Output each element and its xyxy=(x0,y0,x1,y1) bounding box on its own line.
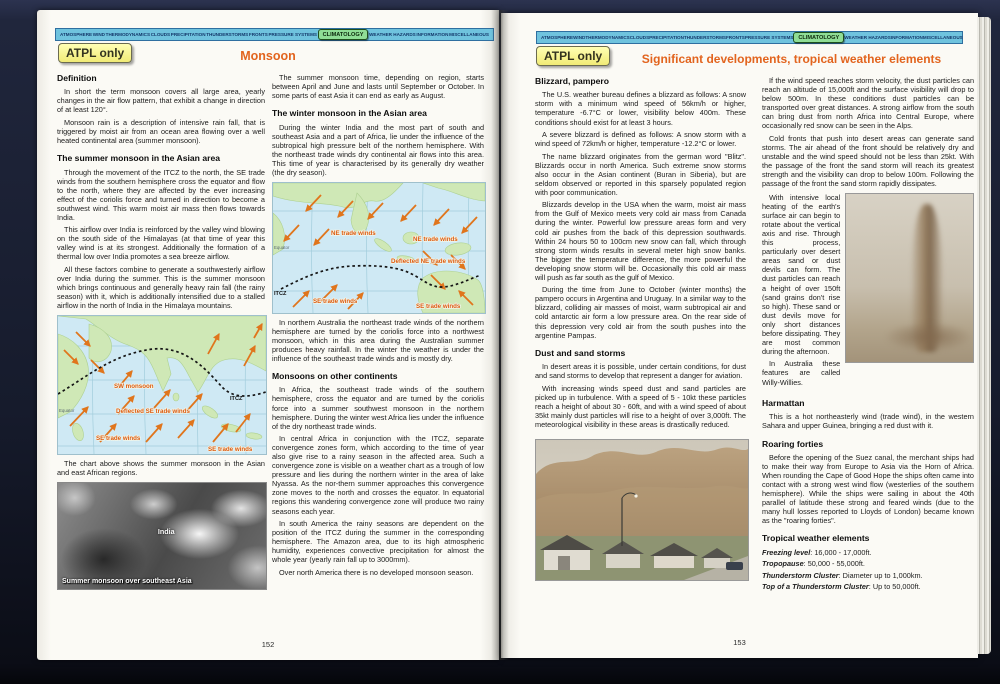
paragraph: This airflow over India is reinforced by the valley wind blowing on the south side of the Himalayas (at that time of year this valley wind is at its strongest. Additionally the formation of a thermal low over India promotes a sea breeze airflow. xyxy=(57,225,265,262)
tab-climatology: CLIMATOLOGY xyxy=(793,32,844,43)
map-landmasses xyxy=(58,316,266,442)
car xyxy=(726,562,743,570)
chapter-tab-bar xyxy=(55,28,494,41)
tab-climatology: CLIMATOLOGY xyxy=(318,29,369,40)
tab-weather-hazards: WEATHER HAZARDS xyxy=(369,32,416,37)
tab-precipitation: PRECIPITATION xyxy=(170,32,206,37)
map-label-equator: Equator xyxy=(59,408,75,414)
left-page-column-2 xyxy=(272,73,484,580)
map-label-se-left: SE trade winds xyxy=(313,297,358,305)
atpl-only-badge: ATPL only xyxy=(536,46,610,66)
dust-devil-photo xyxy=(845,193,974,363)
paragraph: Blizzards develop in the USA when the warm, moist air mass from the Gulf of Mexico meets very cold air mass from Canada during the winter. Powerful low pressure areas form and very cold air pushes from the back of this depression southwards. Within 24 hours 50 to 100cm new snow can fall, which through strong storm winds results in several meter high snow banks. The bigger the temperature difference, the more powerful the developing snow storm will be. Occasionally this cold air mass will push as far south as the gulf of Mexico. xyxy=(535,200,746,282)
tropical-item: Top of a Thunderstorm Cluster: Up to 50,000ft. xyxy=(762,582,921,592)
paragraph: Monsoon rain is a description of intensive rain fall, that is triggered by moist air from an ocean area flowing over a well heated continental area (summer monsoon). xyxy=(57,118,265,146)
paragraph: In desert areas it is possible, under certain conditions, for dust and sand storms to develop that represent a danger for aviation. xyxy=(535,361,746,381)
map-label-se-right: SE trade winds xyxy=(416,302,461,310)
paragraph: The chart above shows the summer monsoon in the Asian and east African regions. xyxy=(57,459,265,478)
tab-atmosphere: ATMOSPHERE xyxy=(541,35,574,40)
tropical-item: Freezing level: 16,000 - 17,000ft. xyxy=(762,547,872,557)
paragraph: The name blizzard originates from the german word "Blitz". Blizzards occur in north America. Such extreme snow storms also occur in the Asian continent (Buran in Siberia), but are seldom observed or reported in this sparsely populated region with poor communication. xyxy=(535,151,746,197)
tab-wind: WIND xyxy=(573,35,586,40)
paragraph: In northern Australia the northeast trade winds of the northern hemisphere are turned by the coriolis force into a northwest monsoon, which in this area during the Australian summer produces heavy rainfall. In the winter the weather is under the influence of the southeast trade winds and is mostly dry. xyxy=(272,317,484,363)
section-heading: Monsoons on other continents xyxy=(272,371,398,382)
page-stack-edge xyxy=(977,17,991,654)
atpl-only-badge: ATPL only xyxy=(58,43,132,63)
page-number: 152 xyxy=(261,640,275,649)
dust-storm-photo xyxy=(535,439,749,581)
tab-precipitation: PRECIPITATION xyxy=(649,35,684,40)
tab-pressure-systems: PRESSURE SYSTEMS xyxy=(744,35,794,40)
section-heading: Dust and sand storms xyxy=(535,347,626,358)
tab-clouds: CLOUDS xyxy=(150,32,171,37)
right-page xyxy=(501,13,978,658)
map-label-se-right: SE trade winds xyxy=(208,446,253,454)
paragraph: During the winter India and the most part of south and southeast Asia and a part of Africa, lie under the influence of the subtropical high pressure belt of the northern hemisphere. With the northeast trade winds dry continental air flows into this area. This time of year is characterised by its generally dry weather (the dry season). xyxy=(272,122,484,177)
tab-miscellaneous: MISCELLANEOUS xyxy=(449,32,489,37)
paragraph: With intensive local heating of the earth's surface air can begin to rotate about the vertical axis and rise. Through this process, particularly over desert areas sand or dust devils can form. The dust particles can reach a height of over 150ft (sand grains don't rise so high). These sand or dust devils move for only short distances before dissipating. They are most common during the afternoon. xyxy=(762,193,841,356)
tab-wind: WIND xyxy=(92,32,105,37)
paragraph: Before the opening of the Suez canal, the merchant ships had to make their way from Europe to Asia via the Horn of Africa. When rounding the Cape of Good Hope the ships often came into contact with a strong west wind flow (westerlies of the southern hemisphere). While the ships were sailing in about the 40th parallel of latitude these strong and feared winds (due to the many hull losses reported to Lloyds of London) became known as the "roaring forties". xyxy=(762,452,974,526)
section-heading: Tropical weather elements xyxy=(762,533,870,544)
map-label-deflected: Deflected SE trade winds xyxy=(116,408,190,416)
section-heading: The winter monsoon in the Asian area xyxy=(272,108,427,119)
map-label-ne-right: NE trade winds xyxy=(413,235,458,243)
section-heading: Definition xyxy=(57,73,97,83)
tab-information: INFORMATION xyxy=(416,32,449,37)
paragraph: The summer monsoon time, depending on region, starts between April and June and lasts until September or October. In some parts of east Asia it can end as early as August. xyxy=(272,73,484,101)
map-label-se-left: SE trade winds xyxy=(96,435,141,443)
tropical-item: Tropopause: 50,000 - 55,000ft. xyxy=(762,559,865,569)
section-heading: Blizzard, pampero xyxy=(535,76,610,86)
page-number: 153 xyxy=(733,638,746,647)
section-heading: Roaring forties xyxy=(762,438,824,449)
paragraph: In Africa, the southeast trade winds of the southern hemisphere, cross the equator and are turned by the coriolis force into a summer southwest monsoon in the northern hemisphere. During the winter west Africa lies under the influence of the dry northeast trade winds. xyxy=(272,385,484,431)
tab-weather-hazards: WEATHER HAZARDS xyxy=(844,35,891,40)
section-heading: Harmattan xyxy=(762,398,805,409)
tab-pressure-systems: PRESSURE SYSTEMS xyxy=(268,32,317,37)
paragraph: During the time from June to October (winter months) the pampero occurs in Argentina and Uruguay. In a similar way to the blizzard, colliding air masses of moist, warm subtropical air and cold antarctic air form a low pressure area. On the rear side of this depression very cold air from the south pushes into the argentine Pampas. xyxy=(535,285,746,340)
tropical-item: Thunderstorm Cluster: Diameter up to 1,000km. xyxy=(762,570,923,580)
section-heading: The summer monsoon in the Asian area xyxy=(57,153,220,164)
satellite-photo xyxy=(57,482,267,590)
tab-thermodynamics: THERMODYNAMICS xyxy=(585,35,630,40)
map-label-ne-left: NE trade winds xyxy=(331,229,376,237)
left-page xyxy=(37,10,499,660)
paragraph: Over north America there is no developed monsoon season. xyxy=(279,567,474,577)
right-page-column-1 xyxy=(535,76,746,581)
photo-label-india: India xyxy=(157,526,175,536)
paragraph: Cold fronts that push into desert areas can generate sand storms. The air ahead of the front should be relatively dry and unstable and the wind speed should not be less than 25kt. With the passage of the front the sand storm will reach its greatest strength and the visibility can drop to below 100m. Following the passage of the front the sand storm rapidly dissipates. xyxy=(762,133,974,189)
paragraph: In central Africa in conjunction with the ITCZ, separate convergence zones form, which according to the time of year also give rise to a rainy season in the affected area. Such a convergence zone is visible on a weather chart as a trough of low pressure and lies during the northern winter in the area of lake Nyassa. As the nor-thern summer approaches this convergence zone moves to the north and crosses the equator. In equatorial regions this wandering convergence zone will produce two rainy seasons each year. xyxy=(272,434,484,516)
paragraph: A severe blizzard is defined as follows: A snow storm with a wind speed of 72km/h or higher, temperature -12.2°C or lower. xyxy=(535,130,746,149)
paragraph: Through the movement of the ITCZ to the north, the SE trade winds from the southern hemisphere cross the equator and flow to the north, where they are affected by the ever increasing effect of the coriolis force and turned in direction to become a southwest wind. This warm moist air mass then flows towards India. xyxy=(57,167,265,222)
tab-fronts: FRONTS xyxy=(248,32,268,37)
paragraph: If the wind speed reaches storm velocity, the dust particles can reach an altitude of 15,000ft and the surface visibility will drop to below 500m. In these conditions dust particles can be transported over great distances. A strong airflow from the south can bring dust from north Africa into Central Europe, where occasionally red snow can be seen in the Alps. xyxy=(762,76,974,131)
tab-thermodynamics: THERMODYNAMICS xyxy=(105,32,151,37)
page-title: Significant developments, tropical weather elements xyxy=(641,52,942,66)
paragraph: This is a hot northeasterly wind (trade wind), in the western Sahara and upper Guinea, bringing a red dust with it. xyxy=(762,412,974,431)
tab-thunderstorms: THUNDERSTORMS xyxy=(206,32,249,37)
tab-miscellaneous: MISCELLANEOUS xyxy=(922,35,963,40)
paragraph: In short the term monsoon covers all large area, yearly changes in the air flow pattern, that exhibit a change in direction of at least 120°. xyxy=(57,87,265,115)
map-label-itcz: ITCZ xyxy=(230,396,243,403)
summer-monsoon-map xyxy=(57,315,267,455)
map-landmasses xyxy=(273,183,485,313)
dust-devil-base xyxy=(884,322,973,352)
winter-monsoon-map xyxy=(272,182,486,314)
dust-devil-block xyxy=(762,193,974,390)
tab-information: INFORMATION xyxy=(890,35,923,40)
paragraph: In Australia these features are called Willy-Willies. xyxy=(762,359,841,387)
map-label-itcz: ITCZ xyxy=(274,290,287,297)
paragraph: All these factors combine to generate a southwesterly airflow over India during the summer. This is the summer monsoon which brings continuous and generally heavy rain fall (the rainy season) with it, which is additionally intensified due to a stalled airflow in the north of India in the Himalaya mountains. xyxy=(57,265,265,311)
tab-atmosphere: ATMOSPHERE xyxy=(60,32,93,37)
map-label-deflected: Deflected NE trade winds xyxy=(391,257,466,265)
photo-caption: Summer monsoon over southeast Asia xyxy=(62,577,192,585)
page-title: Monsoon xyxy=(240,49,296,63)
paragraph: In south America the rainy seasons are dependent on the position of the ITCZ during the summer in the corresponding hemisphere. The Amazon area, due to its high atmospheric humidity, experiences convective precipitation for almost the whole year (yearly rain fall up to 3000mm). xyxy=(272,519,484,565)
dust-devil-text xyxy=(762,193,840,390)
right-page-column-2 xyxy=(762,76,974,594)
left-page-column-1 xyxy=(57,73,265,590)
paragraph: The U.S. weather bureau defines a blizzard as follows: A snow storm with a minimum wind speed of 56km/h or higher, temperature -6.7°C or lower, visibility below 400m. These conditions should exist for at least 3 hours. xyxy=(535,90,746,127)
tab-fronts: FRONTS xyxy=(725,35,745,40)
chapter-tab-bar xyxy=(536,31,963,44)
paragraph: With increasing winds speed dust and sand particles are picked up in turbulence. With a speed of 5 - 10kt these particles reach a height of about 30 - 60ft, and with a wind speed of about 35kt mainly dust particles will rise to a height of over 3,000ft. The meteorological visibility in these areas is drastically reduced. xyxy=(535,383,746,429)
map-label-sw-monsoon: SW monsoon xyxy=(114,383,154,391)
tab-clouds: CLOUDS xyxy=(629,35,650,40)
map-label-equator: Equator xyxy=(274,244,290,250)
tab-thunderstorms: THUNDERSTORMS xyxy=(683,35,726,40)
